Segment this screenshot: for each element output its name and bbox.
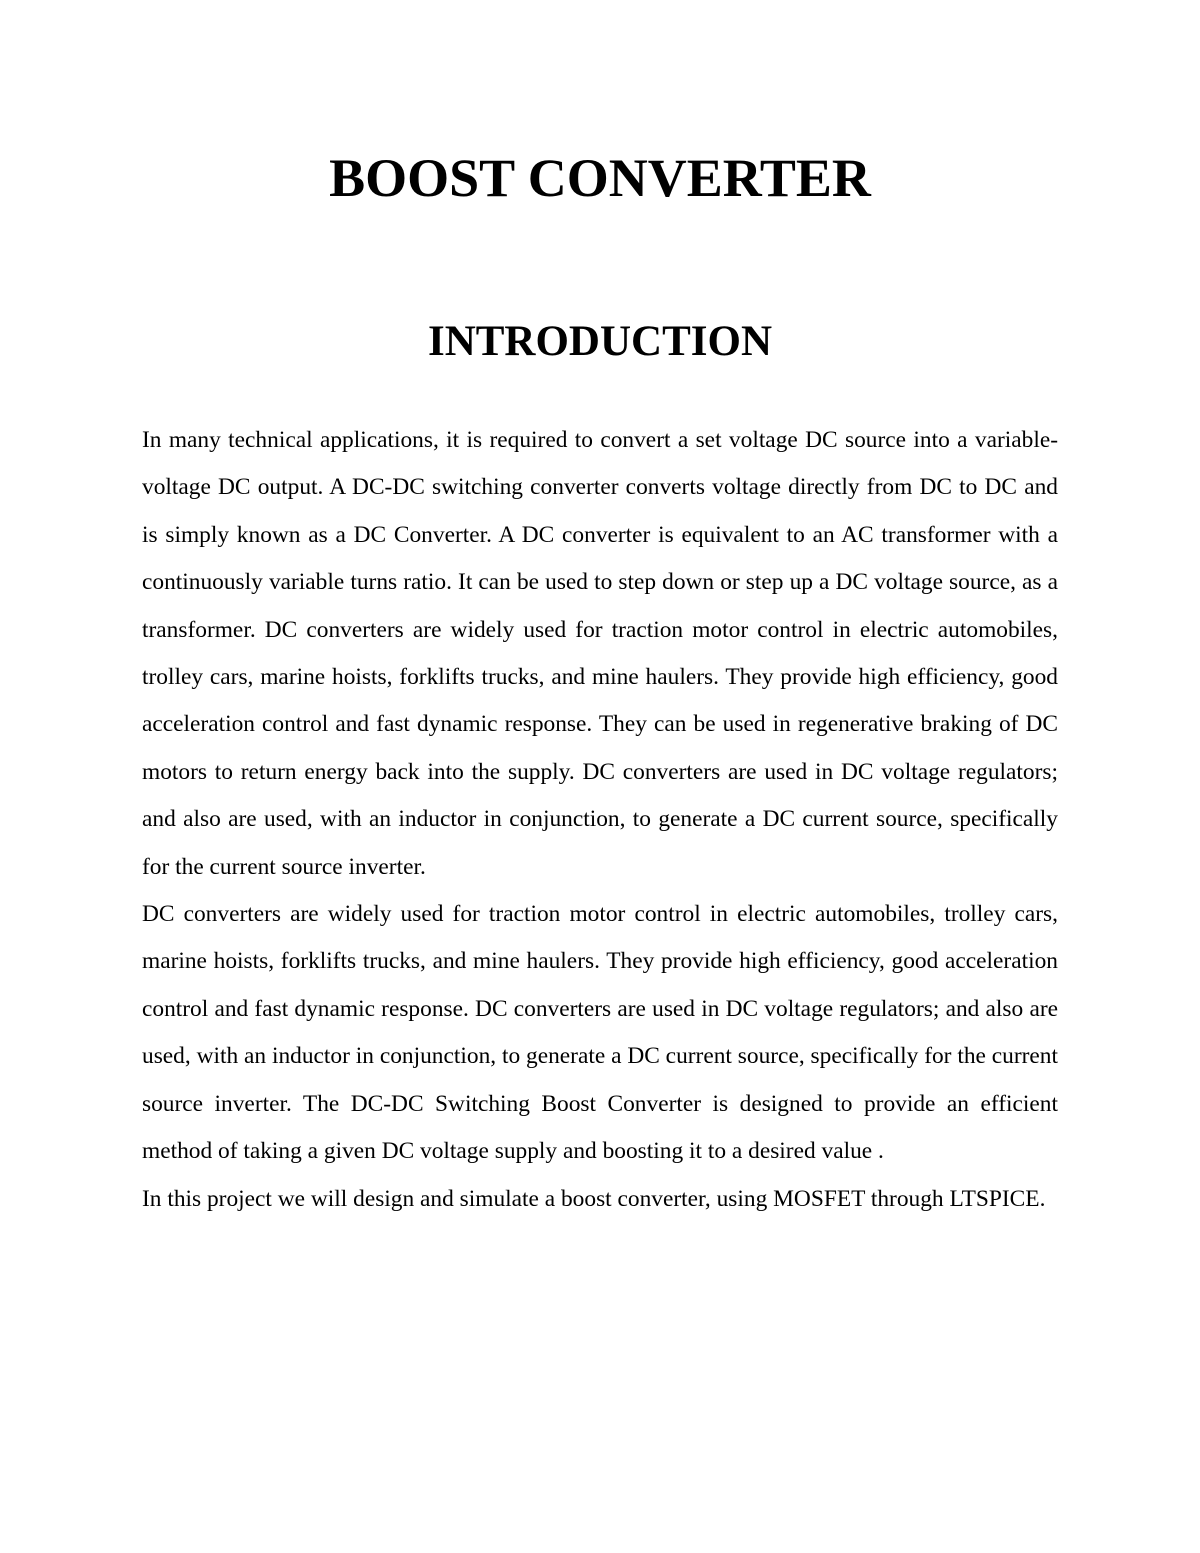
body-text [142,417,1058,1223]
section-heading-introduction: INTRODUCTION [427,318,773,365]
paragraph-3: In this project we will design and simulate a boost converter, using MOSFET through LTSPICE. [142,1185,1046,1212]
paragraph-2: DC converters are widely used for traction motor control in electric automobiles, trolley cars, marine hoists, forklifts trucks, and mine haulers. They provide high efficiency, good acceleration control and fast dynamic response. DC converters are used in DC voltage regulators; and also are used, with an inductor in conjunction, to generate a DC current source, specifically for the current source inverter. The DC-DC Switching Boost Converter is designed to provide an efficient method of taking a given DC voltage supply and boosting it to a desired value . [142,901,1058,1165]
document-title: BOOST CONVERTER [329,148,871,208]
paragraph-1: In many technical applications, it is required to convert a set voltage DC source into a variable-voltage DC output. A DC-DC switching converter converts voltage directly from DC to DC and is simply known as a DC Converter. A DC converter is equivalent to an AC transformer with a continuously variable turns ratio. It can be used to step down or step up a DC voltage source, as a transformer. DC converters are widely used for traction motor control in electric automobiles, trolley cars, marine hoists, forklifts trucks, and mine haulers. They provide high efficiency, good acceleration control and fast dynamic response. They can be used in regenerative braking of DC motors to return energy back into the supply. DC converters are used in DC voltage regulators; and also are used, with an inductor in conjunction, to generate a DC current source, specifically for the current source inverter. [142,427,1058,880]
